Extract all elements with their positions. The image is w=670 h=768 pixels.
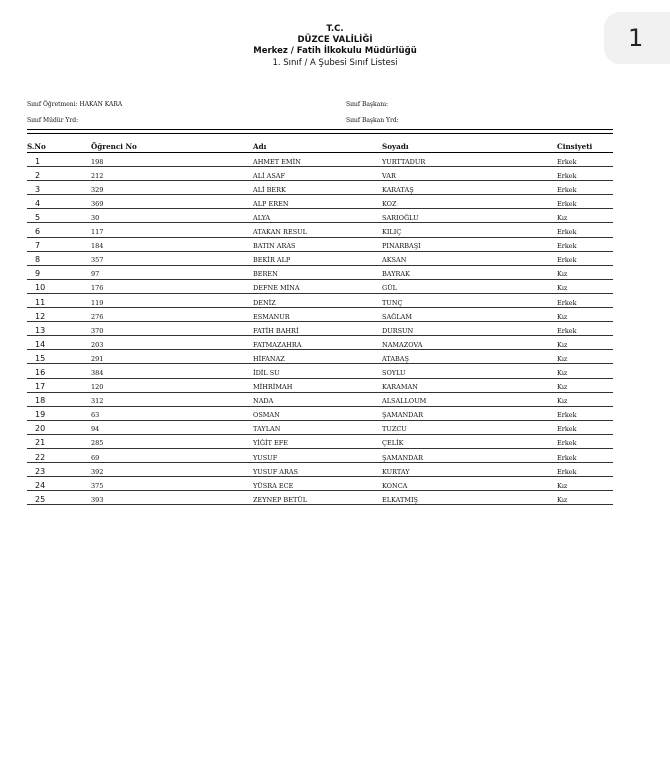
cell-student-no: 69 xyxy=(79,448,199,462)
cell-first-name: YÜSRA ECE xyxy=(199,477,382,491)
cell-sno: 11 xyxy=(27,293,79,307)
cell-sno: 5 xyxy=(27,209,79,223)
cell-last-name: VAR xyxy=(382,167,557,181)
cell-sno: 12 xyxy=(27,308,79,322)
cell-student-no: 393 xyxy=(79,491,199,505)
header-line-class-list: 1. Sınıf / A Şubesi Sınıf Listesi xyxy=(272,58,398,68)
cell-first-name: FATMAZAHRA xyxy=(199,336,382,350)
table-row xyxy=(27,350,613,364)
cell-last-name: GÜL xyxy=(382,279,557,293)
cell-first-name: TAYLAN xyxy=(199,420,382,434)
cell-student-no: 94 xyxy=(79,420,199,434)
cell-student-no: 117 xyxy=(79,223,199,237)
cell-first-name: OSMAN xyxy=(199,406,382,420)
cell-gender: Kız xyxy=(557,279,613,293)
cell-student-no: 285 xyxy=(79,434,199,448)
cell-gender: Erkek xyxy=(557,463,613,477)
cell-student-no: 291 xyxy=(79,350,199,364)
table-row xyxy=(27,364,613,378)
cell-sno: 19 xyxy=(27,406,79,420)
table-row xyxy=(27,265,613,279)
cell-gender: Erkek xyxy=(557,420,613,434)
cell-last-name: PINARBAŞI xyxy=(382,237,557,251)
cell-last-name: KILIÇ xyxy=(382,223,557,237)
cell-gender: Erkek xyxy=(557,406,613,420)
cell-sno: 15 xyxy=(27,350,79,364)
cell-sno: 25 xyxy=(27,491,79,505)
cell-sno: 8 xyxy=(27,251,79,265)
cell-gender: Kız xyxy=(557,378,613,392)
column-header-first-name: Adı xyxy=(199,140,382,153)
header-line-school: Merkez / Fatih İlkokulu Müdürlüğü xyxy=(253,46,417,56)
cell-sno: 20 xyxy=(27,420,79,434)
table-row xyxy=(27,491,613,505)
cell-first-name: YUSUF ARAS xyxy=(199,463,382,477)
cell-sno: 24 xyxy=(27,477,79,491)
cell-last-name: KONCA xyxy=(382,477,557,491)
vice-principal-label: Sınıf Müdür Yrd: xyxy=(27,117,79,124)
table-row xyxy=(27,195,613,209)
cell-student-no: 30 xyxy=(79,209,199,223)
column-header-last-name: Soyadı xyxy=(382,140,557,153)
cell-student-no: 176 xyxy=(79,279,199,293)
cell-first-name: ALP EREN xyxy=(199,195,382,209)
table-row xyxy=(27,251,613,265)
cell-sno: 16 xyxy=(27,364,79,378)
cell-student-no: 369 xyxy=(79,195,199,209)
cell-gender: Erkek xyxy=(557,167,613,181)
cell-gender: Kız xyxy=(557,392,613,406)
cell-last-name: SOYLU xyxy=(382,364,557,378)
table-row xyxy=(27,406,613,420)
cell-first-name: FATİH BAHRİ xyxy=(199,322,382,336)
cell-gender: Kız xyxy=(557,350,613,364)
cell-sno: 10 xyxy=(27,279,79,293)
cell-last-name: AKSAN xyxy=(382,251,557,265)
cell-gender: Kız xyxy=(557,336,613,350)
cell-student-no: 384 xyxy=(79,364,199,378)
table-row xyxy=(27,293,613,307)
table-row xyxy=(27,181,613,195)
table-row xyxy=(27,336,613,350)
cell-gender: Erkek xyxy=(557,223,613,237)
table-row xyxy=(27,209,613,223)
cell-first-name: ALYA xyxy=(199,209,382,223)
cell-gender: Erkek xyxy=(557,434,613,448)
cell-last-name: ELKATMIŞ xyxy=(382,491,557,505)
cell-gender: Kız xyxy=(557,308,613,322)
cell-gender: Erkek xyxy=(557,293,613,307)
cell-last-name: KARATAŞ xyxy=(382,181,557,195)
cell-last-name: ŞAMANDAR xyxy=(382,448,557,462)
cell-gender: Erkek xyxy=(557,195,613,209)
table-row xyxy=(27,279,613,293)
cell-sno: 9 xyxy=(27,265,79,279)
cell-sno: 7 xyxy=(27,237,79,251)
cell-student-no: 198 xyxy=(79,153,199,167)
student-roster-table xyxy=(27,140,613,505)
document-header xyxy=(0,24,670,69)
cell-first-name: BEKİR ALP xyxy=(199,251,382,265)
table-row xyxy=(27,153,613,167)
column-header-gender: Cinsiyeti xyxy=(557,140,613,153)
cell-first-name: BEREN xyxy=(199,265,382,279)
cell-first-name: ZEYNEP BETÜL xyxy=(199,491,382,505)
column-header-sno: S.No xyxy=(27,140,79,153)
cell-sno: 23 xyxy=(27,463,79,477)
cell-first-name: HİFANAZ xyxy=(199,350,382,364)
cell-gender: Kız xyxy=(557,209,613,223)
cell-student-no: 184 xyxy=(79,237,199,251)
cell-student-no: 212 xyxy=(79,167,199,181)
cell-sno: 1 xyxy=(27,153,79,167)
cell-gender: Kız xyxy=(557,265,613,279)
cell-sno: 3 xyxy=(27,181,79,195)
cell-student-no: 63 xyxy=(79,406,199,420)
cell-sno: 14 xyxy=(27,336,79,350)
cell-last-name: BAYRAK xyxy=(382,265,557,279)
cell-gender: Erkek xyxy=(557,181,613,195)
vice-president-label: Sınıf Başkan Yrd: xyxy=(346,117,399,124)
cell-student-no: 357 xyxy=(79,251,199,265)
table-row xyxy=(27,223,613,237)
teacher-label: Sınıf Öğretmeni: HAKAN KARA xyxy=(27,101,123,108)
cell-student-no: 312 xyxy=(79,392,199,406)
cell-sno: 21 xyxy=(27,434,79,448)
cell-sno: 4 xyxy=(27,195,79,209)
cell-first-name: ATAKAN RESUL xyxy=(199,223,382,237)
cell-sno: 6 xyxy=(27,223,79,237)
cell-last-name: KARAMAN xyxy=(382,378,557,392)
table-row xyxy=(27,463,613,477)
cell-last-name: TUZCU xyxy=(382,420,557,434)
header-line-tc: T.C. xyxy=(326,24,344,34)
table-row xyxy=(27,477,613,491)
cell-sno: 18 xyxy=(27,392,79,406)
table-row xyxy=(27,392,613,406)
cell-gender: Erkek xyxy=(557,251,613,265)
cell-gender: Erkek xyxy=(557,237,613,251)
cell-first-name: ESMANUR xyxy=(199,308,382,322)
cell-first-name: BATIN ARAS xyxy=(199,237,382,251)
cell-first-name: MİHRİMAH xyxy=(199,378,382,392)
header-line-governorship: DÜZCE VALİLİĞİ xyxy=(297,35,373,45)
table-row xyxy=(27,237,613,251)
cell-last-name: KURTAY xyxy=(382,463,557,477)
column-header-student-no: Öğrenci No xyxy=(79,140,199,153)
cell-last-name: SARIOĞLU xyxy=(382,209,557,223)
cell-first-name: YİĞİT EFE xyxy=(199,434,382,448)
cell-sno: 13 xyxy=(27,322,79,336)
cell-last-name: NAMAZOVA xyxy=(382,336,557,350)
cell-gender: Kız xyxy=(557,491,613,505)
cell-first-name: AHMET EMİN xyxy=(199,153,382,167)
divider-top xyxy=(27,129,613,130)
class-president-label: Sınıf Başkanı: xyxy=(346,101,389,108)
table-row xyxy=(27,448,613,462)
cell-first-name: YUSUF xyxy=(199,448,382,462)
cell-first-name: DEFNE MİNA xyxy=(199,279,382,293)
cell-student-no: 392 xyxy=(79,463,199,477)
cell-student-no: 119 xyxy=(79,293,199,307)
table-row xyxy=(27,322,613,336)
cell-gender: Kız xyxy=(557,364,613,378)
cell-first-name: ALİ ASAF xyxy=(199,167,382,181)
cell-last-name: ÇELİK xyxy=(382,434,557,448)
cell-student-no: 120 xyxy=(79,378,199,392)
table-row xyxy=(27,434,613,448)
table-row xyxy=(27,167,613,181)
cell-student-no: 370 xyxy=(79,322,199,336)
divider-bottom xyxy=(27,133,613,134)
cell-first-name: İDİL SU xyxy=(199,364,382,378)
table-row xyxy=(27,420,613,434)
page-number-badge: 1 xyxy=(604,12,670,64)
cell-last-name: YURTTADUR xyxy=(382,153,557,167)
cell-last-name: TUNÇ xyxy=(382,293,557,307)
table-header-row xyxy=(27,140,613,153)
cell-student-no: 329 xyxy=(79,181,199,195)
cell-gender: Erkek xyxy=(557,448,613,462)
table-row xyxy=(27,308,613,322)
cell-first-name: ALİ BERK xyxy=(199,181,382,195)
cell-student-no: 375 xyxy=(79,477,199,491)
cell-last-name: DURSUN xyxy=(382,322,557,336)
cell-gender: Erkek xyxy=(557,153,613,167)
cell-last-name: ŞAMANDAR xyxy=(382,406,557,420)
cell-last-name: SAĞLAM xyxy=(382,308,557,322)
cell-gender: Erkek xyxy=(557,322,613,336)
cell-student-no: 203 xyxy=(79,336,199,350)
table-row xyxy=(27,378,613,392)
cell-sno: 17 xyxy=(27,378,79,392)
cell-last-name: KOZ xyxy=(382,195,557,209)
cell-student-no: 276 xyxy=(79,308,199,322)
cell-first-name: DENİZ xyxy=(199,293,382,307)
cell-last-name: ALSALLOUM xyxy=(382,392,557,406)
cell-last-name: ATABAŞ xyxy=(382,350,557,364)
cell-gender: Kız xyxy=(557,477,613,491)
cell-sno: 2 xyxy=(27,167,79,181)
cell-sno: 22 xyxy=(27,448,79,462)
cell-first-name: NADA xyxy=(199,392,382,406)
cell-student-no: 97 xyxy=(79,265,199,279)
